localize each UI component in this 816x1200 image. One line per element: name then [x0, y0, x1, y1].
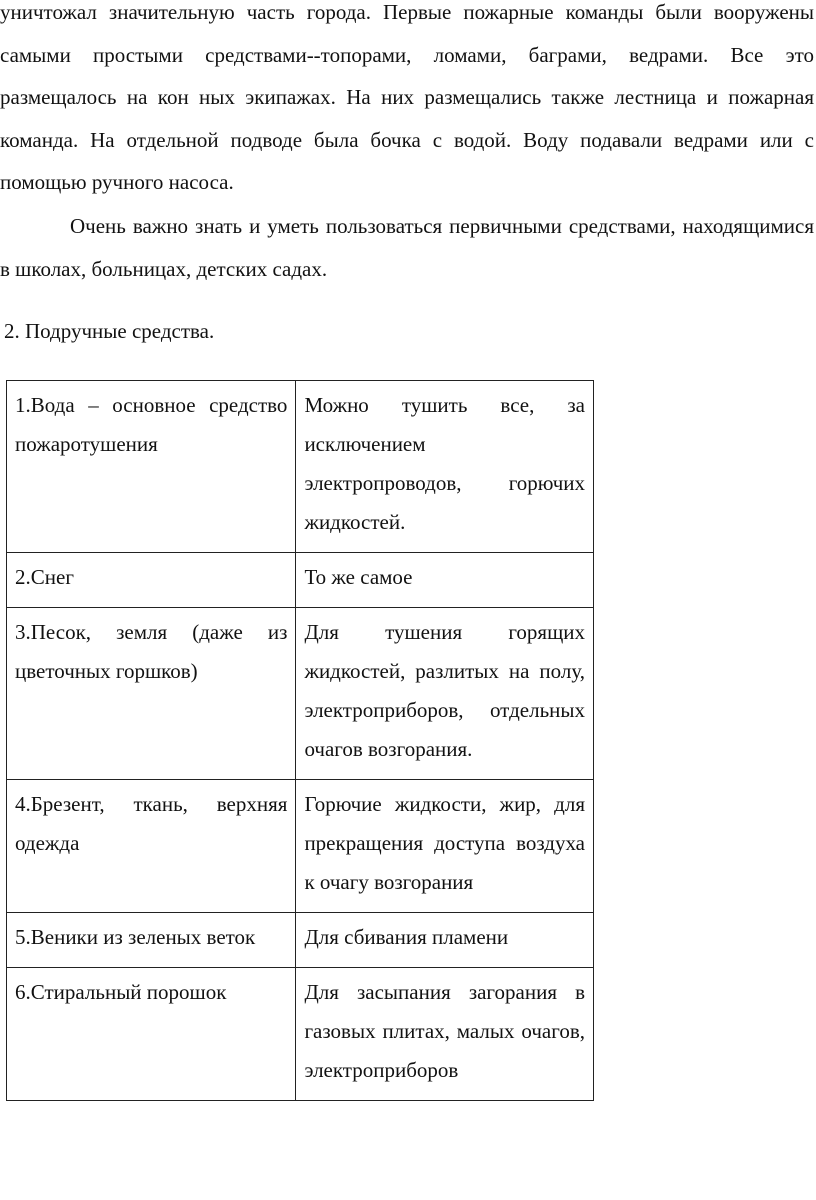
table-row [7, 381, 594, 553]
table-cell-means: 3.Песок, земля (даже из цветочных горшков) [7, 608, 296, 780]
paragraph-history: уничтожал значительную часть города. Первые пожарные команды были вооружены самыми простыми средствами--топорами, ломами, баграми, ведрами. Все это размещалось на кон ных экипажах. На них размещались также лестница и пожарная команда. На отдельной подводе была бочка с водой. Воду подавали ведрами или с помощью ручного насоса. [0, 0, 814, 194]
table-row [7, 913, 594, 968]
table-cell-usage: Для тушения горящих жидкостей, разлитых на полу, электроприборов, отдельных очагов возгорания. [296, 608, 594, 780]
table-cell-usage: Для сбивания пламени [296, 913, 594, 968]
table-cell-usage: То же самое [296, 553, 594, 608]
table-cell-means: 2.Снег [7, 553, 296, 608]
table-row [7, 608, 594, 780]
table-cell-usage: Можно тушить все, за исключением электропроводов, горючих жидкостей. [296, 381, 594, 553]
table-cell-means: 5.Веники из зеленых веток [7, 913, 296, 968]
table-row [7, 780, 594, 913]
improvised-means-table [6, 380, 594, 1101]
table-cell-usage: Горючие жидкости, жир, для прекращения доступа воздуха к очагу возгорания [296, 780, 594, 913]
table-cell-usage: Для засыпания загорания в газовых плитах, малых очагов, электроприборов [296, 968, 594, 1101]
table-cell-means: 4.Брезент, ткань, верхняя одежда [7, 780, 296, 913]
table-cell-means: 1.Вода – основное средство пожаротушения [7, 381, 296, 553]
paragraph-primary-means: Очень важно знать и уметь пользоваться первичными средствами, находящимися в школах, больницах, детских садах. [0, 214, 814, 281]
table-row [7, 553, 594, 608]
section-heading: 2. Подручные средства. [4, 319, 215, 343]
table-cell-means: 6.Стиральный порошок [7, 968, 296, 1101]
table-row [7, 968, 594, 1101]
